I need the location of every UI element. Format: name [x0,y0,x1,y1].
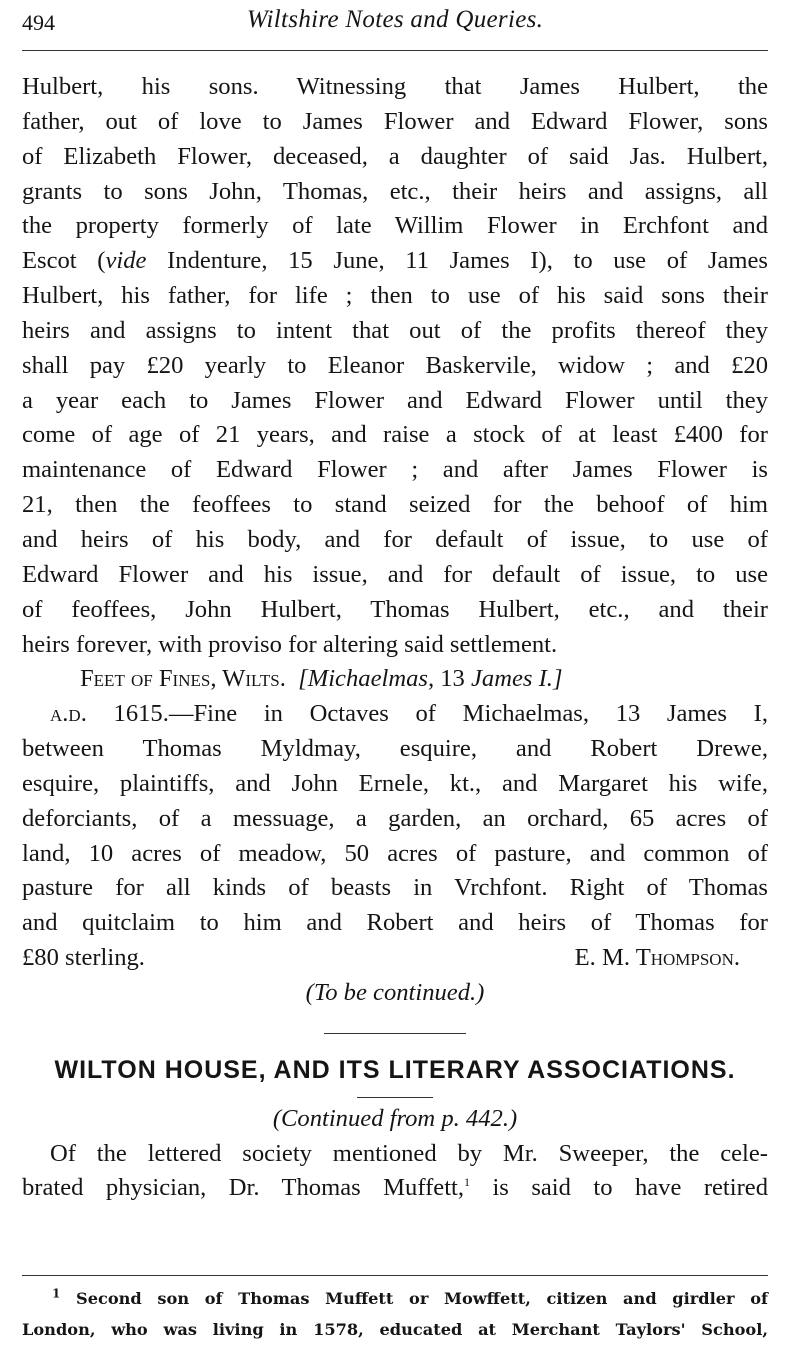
text-line: shall pay £20 yearly to Eleanor Baskervile, widow ; and £20 [22,351,768,379]
text-line: pasture for all kinds of beasts in Vrchfont. Right of Thomas [22,874,768,902]
text-line: Hulbert, his father, for life ; then to use of his said sons their [22,282,768,310]
body-text [22,70,768,1206]
footnote-line [22,1283,768,1314]
text-line: 21, then the feoffees to stand seized for the behoof of him [22,491,768,519]
text-line: heirs forever, with proviso for altering said settlement. [22,630,558,658]
text-line: Edward Flower and his issue, and for default of issue, to use [22,560,768,588]
closing-line [22,941,768,976]
date-label: a.d. [50,700,87,728]
text-line: Of the lettered society mentioned by Mr. Sweeper, the cele- [50,1139,768,1167]
text-line: between Thomas Myldmay, esquire, and Robert Drewe, [22,735,768,763]
text-run: is said to have retired [470,1174,769,1202]
section-title: WILTON HOUSE, AND ITS LITERARY ASSOCIATIONS. [54,1055,736,1084]
text-line: land, 10 acres of meadow, 50 acres of pasture, and common of [22,839,768,867]
to-be-continued: (To be continued.) [305,978,485,1006]
text-line: and quitclaim to him and Robert and heirs of Thomas for [22,909,768,937]
text-line: a year each to James Flower and Edward Flower until they [22,386,768,414]
text-line: father, out of love to James Flower and Edward Flower, sons [22,107,768,135]
fines-year: 13 [434,665,471,693]
page [22,0,769,1339]
bracket: [ [298,665,308,693]
text-run: 1615.—Fine in Octaves of Michaelmas, 13 James I, [86,700,768,728]
fines-reign: James I. [470,665,553,693]
footnote-rule [22,1275,768,1276]
text-line: maintenance of Edward Flower ; and after James Flower is [22,456,768,484]
bracket: ] [552,665,563,693]
text-line: Hulbert, his sons. Witnessing that James Hulbert, the [22,73,768,100]
footnote-ref: 1 [464,1175,471,1190]
vide-italic: vide [105,247,147,275]
continued-from: (Continued from p. 442.) [272,1104,518,1132]
text-run: brated physician, Dr. Thomas Muffett, [22,1174,465,1202]
running-title: Wiltshire Notes and Queries. [246,6,544,33]
text-line: of Elizabeth Flower, deceased, a daughter of said Jas. Hulbert, [22,142,768,170]
fines-label: Feet of Fines, Wilts. [80,665,286,693]
text-line [22,244,768,279]
text-run: Indenture, 15 June, 11 James I), to use of James [146,247,768,275]
text-line: esquire, plaintiffs, and John Ernele, kt., and Margaret his wife, [22,769,768,797]
text-run: Second son of Thomas Muffett or Mowffett, citizen and girdler of [60,1289,768,1308]
footnote-line: London, who was living in 1578, educated at Merchant Taylors' School, [22,1320,768,1339]
text-line: the property formerly of late Willim Flower in Erchfont and [22,212,768,240]
fines-term: Michaelmas, [307,665,435,693]
header-rule [22,50,768,51]
fines-heading [22,662,768,697]
text-line: and heirs of his body, and for default of issue, to use of [22,525,768,553]
page-header [22,0,768,44]
text-line [22,1171,768,1206]
text-line: of feoffees, John Hulbert, Thomas Hulbert, etc., and their [22,595,768,623]
signature: E. M. Thompson. [574,944,740,972]
footnote [22,1283,768,1345]
text-line: grants to sons John, Thomas, etc., their heirs and assigns, all [22,177,768,205]
footnote-marker: 1 [52,1286,61,1301]
text-line: deforciants, of a messuage, a garden, an orchard, 65 acres of [22,804,768,832]
text-line: come of age of 21 years, and raise a stock of at least £400 for [22,421,768,449]
closing-text: £80 sterling. [22,944,145,972]
text-line: heirs and assigns to intent that out of the profits thereof they [22,316,768,344]
text-run: Escot ( [22,247,106,275]
text-line [22,697,768,732]
page-number: 494 [22,10,55,35]
